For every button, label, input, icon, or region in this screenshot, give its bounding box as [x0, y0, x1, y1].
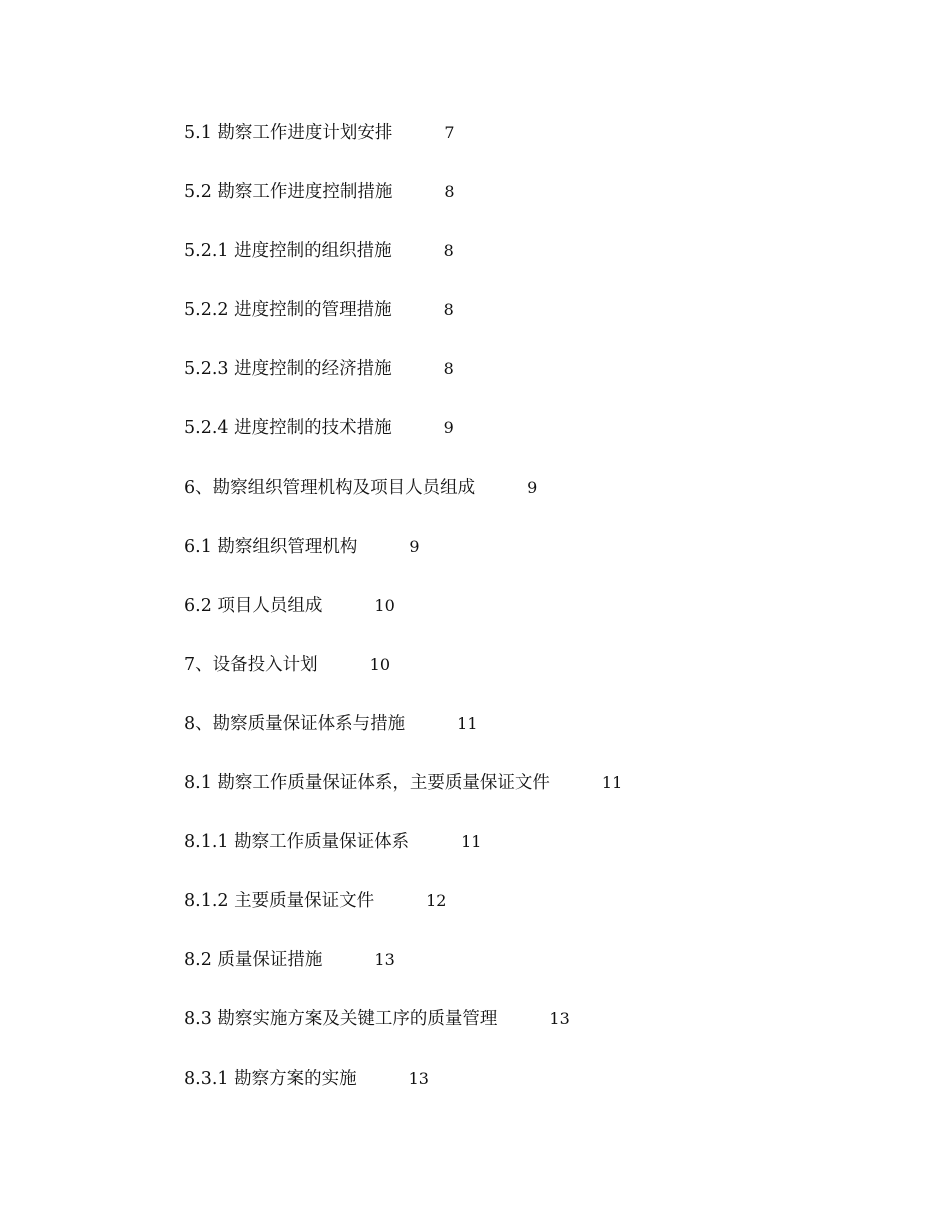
toc-entry[interactable] [184, 356, 884, 415]
toc-entry[interactable] [184, 475, 884, 534]
toc-entry[interactable] [184, 947, 884, 1006]
toc-entry-title: 8.1.1 勘察工作质量保证体系 [184, 832, 410, 853]
toc-entry-title: 6.2 项目人员组成 [184, 595, 323, 616]
toc-entry-page: 11 [601, 773, 623, 793]
toc-entry-title: 5.2.4 进度控制的技术措施 [184, 418, 392, 439]
toc-entry[interactable] [184, 534, 884, 593]
toc-entry-page: 10 [374, 595, 395, 615]
toc-entry[interactable] [184, 652, 884, 711]
toc-entry-page: 11 [461, 832, 482, 852]
toc-entry[interactable] [184, 888, 884, 947]
toc-entry-title: 8.2 质量保证措施 [184, 950, 323, 971]
toc-entry-page: 10 [369, 654, 390, 674]
toc-entry[interactable] [184, 829, 884, 888]
toc-entry-title: 5.2 勘察工作进度控制措施 [184, 182, 393, 203]
toc-entry-page: 8 [443, 241, 454, 261]
toc-entry[interactable] [184, 238, 884, 297]
toc-entry[interactable] [184, 415, 884, 474]
toc-entry-title: 8.1.2 主要质量保证文件 [184, 891, 375, 912]
table-of-contents [184, 120, 884, 1125]
toc-entry-page: 13 [408, 1068, 429, 1088]
toc-entry-title: 6.1 勘察组织管理机构 [184, 536, 358, 557]
toc-entry[interactable] [184, 1006, 884, 1065]
toc-entry-title: 5.2.1 进度控制的组织措施 [184, 241, 392, 262]
toc-entry[interactable] [184, 593, 884, 652]
toc-entry-page: 9 [409, 536, 420, 556]
toc-entry-title: 5.2.2 进度控制的管理措施 [184, 300, 392, 321]
toc-entry-title: 8.3 勘察实施方案及关键工序的质量管理 [184, 1009, 498, 1030]
toc-entry-title: 8、勘察质量保证体系与措施 [184, 713, 406, 734]
toc-entry-page: 8 [443, 359, 454, 379]
toc-entry-title: 6、勘察组织管理机构及项目人员组成 [184, 477, 476, 498]
toc-entry[interactable] [184, 1066, 884, 1125]
toc-entry-page: 8 [444, 182, 455, 202]
toc-entry-title: 7、设备投入计划 [184, 654, 318, 675]
toc-entry-title: 5.1 勘察工作进度计划安排 [184, 123, 393, 143]
toc-entry-page: 7 [444, 123, 455, 142]
toc-entry-page: 9 [443, 418, 454, 438]
toc-entry[interactable] [184, 711, 884, 770]
toc-entry-page: 13 [549, 1009, 570, 1029]
toc-entry[interactable] [184, 770, 884, 829]
toc-entry-page: 12 [426, 891, 447, 911]
toc-entry[interactable] [184, 297, 884, 356]
toc-entry[interactable] [184, 120, 884, 179]
toc-entry-page: 13 [374, 950, 395, 970]
toc-entry-page: 8 [443, 300, 454, 320]
toc-entry-page: 9 [527, 477, 538, 497]
toc-entry-page: 11 [457, 713, 478, 733]
toc-entry[interactable] [184, 179, 884, 238]
toc-entry-title: 5.2.3 进度控制的经济措施 [184, 359, 392, 380]
toc-entry-title: 8.3.1 勘察方案的实施 [184, 1068, 357, 1089]
toc-entry-title: 8.1 勘察工作质量保证体系，主要质量保证文件 [184, 773, 550, 794]
